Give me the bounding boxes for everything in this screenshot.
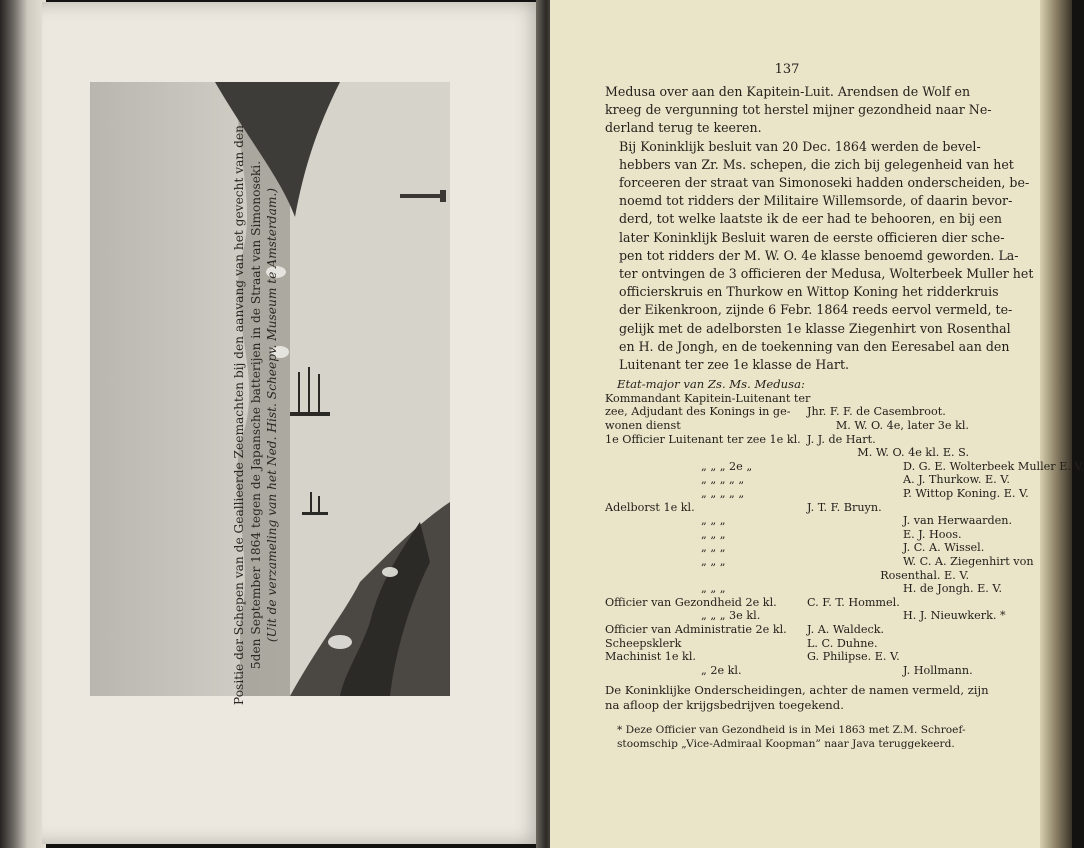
staff-row	[605, 487, 1029, 501]
staff-rank: Officier van Gezondheid 2e kl.	[605, 595, 777, 609]
footnote	[605, 723, 969, 751]
paragraph-2-line: gelijk met de adelborsten 1e klasse Ziegenhirt von Rosenthal	[619, 320, 1011, 336]
paragraph-2-line: Luitenant ter zee 1e klasse de Hart.	[619, 357, 850, 373]
paragraph-2-line: later Koninklijk Besluit waren de eerste officieren dier sche-	[619, 229, 1005, 245]
paragraph-2-line: Bij Koninklijk besluit van 20 Dec. 1864 werden de bevel-	[619, 138, 981, 154]
staff-rows	[605, 391, 1084, 677]
page-number: 137	[774, 62, 800, 77]
staff-rank: Kommandant Kapitein-Luitenant ter	[605, 391, 811, 405]
staff-name: A. J. Thurkow. E. V.	[903, 473, 1010, 487]
staff-row	[605, 623, 969, 637]
staff-row	[605, 433, 969, 447]
footnote-line: * Deze Officier van Gezondheid is in Mei 1863 met Z.M. Schroef-	[617, 724, 966, 737]
staff-name: J. J. de Hart.	[807, 432, 876, 446]
right-page-text	[605, 62, 1084, 751]
staff-rank: Officier van Administratie 2e kl.	[605, 622, 787, 636]
staff-name: J. C. A. Wissel.	[903, 541, 985, 555]
staff-name: Jhr. F. F. de Casembroot.	[807, 405, 946, 419]
staff-row	[605, 392, 969, 406]
caption-source: (Uit de verzameling van het Ned. Hist. Scheepv. Museum te Amsterdam.)	[265, 187, 280, 643]
staff-row	[605, 459, 1084, 474]
staff-row	[605, 405, 969, 419]
paragraph-2-line: ter ontvingen de 3 officieren der Medusa, Wolterbeek Muller het	[619, 266, 1034, 282]
paragraph-2-line: derd, tot welke laatste ik de eer had te behooren, en bij een	[619, 211, 1003, 227]
staff-rank: „ 2e kl.	[701, 663, 742, 677]
staff-row	[605, 541, 985, 555]
staff-row	[605, 582, 1003, 596]
staff-name: L. C. Duhne.	[807, 636, 878, 650]
staff-rank: „ „ „ „ „	[701, 487, 745, 500]
paragraph-2-line: officierskruis en Thurkow en Wittop Koning het ridderkruis	[619, 284, 999, 300]
paragraph-2-line: der Eikenkroon, zijnde 6 Febr. 1864 reeds eervol vermeld, te-	[619, 302, 1013, 318]
note-line: De Koninklijke Onderscheidingen, achter de namen vermeld, zijn	[605, 683, 989, 698]
staff-list-title: Etat-major van Zs. Ms. Medusa:	[617, 377, 805, 392]
staff-name: P. Wittop Koning. E. V.	[903, 487, 1029, 500]
staff-name: H. de Jongh. E. V.	[903, 582, 1003, 596]
staff-rank: „ „ „	[701, 582, 726, 596]
staff-name: D. G. E. Wolterbeek Muller E. V.	[903, 459, 1084, 473]
staff-rank: „ „ „ 3e kl.	[701, 609, 761, 623]
staff-list	[605, 377, 1084, 677]
staff-row	[605, 663, 973, 678]
paragraph-1	[605, 83, 992, 138]
staff-name: M. W. O. 4e, later 3e kl.	[835, 419, 969, 433]
staff-row	[605, 528, 969, 542]
staff-row	[605, 637, 969, 651]
staff-rank: „ „ „ 2e „	[701, 459, 753, 473]
staff-name	[810, 392, 969, 406]
staff-rank: 1e Officier Luitenant ter zee 1e kl.	[605, 432, 801, 446]
staff-rank: „ „ „	[701, 541, 726, 555]
staff-rank: „ „ „	[701, 554, 726, 568]
paragraph-1-line: kreeg de vergunning tot herstel mijner gezondheid naar Ne-	[605, 102, 992, 118]
staff-rank: wonen dienst	[605, 419, 681, 433]
staff-row	[605, 650, 969, 664]
staff-rank: Machinist 1e kl.	[605, 650, 696, 664]
paragraph-2-line: hebbers van Zr. Ms. schepen, die zich bij gelegenheid van het	[619, 156, 1014, 172]
staff-name: J. A. Waldeck.	[807, 622, 885, 636]
staff-row	[605, 569, 969, 583]
staff-name: G. Philipse. E. V.	[807, 650, 900, 664]
footnote-line: stoomschip „Vice-Admiraal Koopman” naar Java teruggekeerd.	[617, 738, 955, 751]
decorations-note	[605, 683, 989, 713]
staff-rank: „ „ „	[701, 527, 726, 541]
staff-name: C. F. T. Hommel.	[807, 595, 900, 609]
plate-caption	[231, 108, 319, 722]
staff-name: W. C. A. Ziegenhirt von	[903, 554, 1034, 568]
staff-name: Rosenthal. E. V.	[880, 568, 969, 582]
staff-row	[605, 419, 969, 433]
caption-line-2: 5den September 1864 tegen de Japansche batterijen in de Straat van Simonoseki.	[248, 160, 263, 670]
staff-rank	[605, 446, 805, 460]
right-page-edges	[1040, 0, 1072, 848]
staff-name: M. W. O. 4e kl. E. S.	[857, 446, 969, 460]
paragraph-2-line: forceeren der straat van Simonoseki hadden onderscheiden, be-	[619, 175, 1030, 191]
staff-rank: Adelborst 1e kl.	[605, 500, 695, 514]
staff-row	[605, 609, 1006, 623]
paragraph-2-line: pen tot ridders der M. W. O. 4e klasse benoemd geworden. La-	[619, 247, 1019, 263]
paragraph-1-line: Medusa over aan den Kapitein-Luit. Arendsen de Wolf en	[605, 84, 971, 99]
staff-rank: „ „ „ „ „	[701, 473, 745, 487]
left-page-edges	[0, 0, 46, 848]
staff-name: J. T. F. Bruyn.	[807, 500, 882, 514]
staff-row	[605, 596, 969, 610]
paragraph-2	[605, 138, 1034, 375]
staff-row	[605, 501, 969, 515]
caption-line-1: Positie der Schepen van de Geallieerde Zeemachten bij den aanvang van het gevecht van den	[232, 125, 246, 705]
staff-rank: „ „ „	[701, 514, 726, 528]
paragraph-2-line: noemd tot ridders der Militaire Willemsorde, of daarin bevor-	[619, 193, 1013, 209]
staff-row	[605, 473, 1010, 487]
staff-row	[605, 514, 1013, 528]
paragraph-2-line: en H. de Jongh, en de toekenning van den Eeresabel aan den	[619, 338, 1010, 354]
staff-rank	[605, 569, 805, 583]
staff-rank: Scheepsklerk	[605, 636, 682, 650]
staff-row	[605, 554, 1034, 569]
staff-rank: zee, Adjudant des Konings in ge-	[605, 405, 791, 419]
paragraph-1-line: derland terug te keeren.	[605, 120, 762, 136]
staff-name: H. J. Nieuwkerk. *	[903, 609, 1006, 623]
note-line: na afloop der krijgsbedrijven toegekend.	[605, 698, 844, 713]
staff-name: J. van Herwaarden.	[903, 514, 1013, 528]
staff-name: E. J. Hoos.	[903, 527, 962, 541]
staff-name: J. Hollmann.	[903, 663, 973, 677]
staff-row	[605, 446, 969, 460]
